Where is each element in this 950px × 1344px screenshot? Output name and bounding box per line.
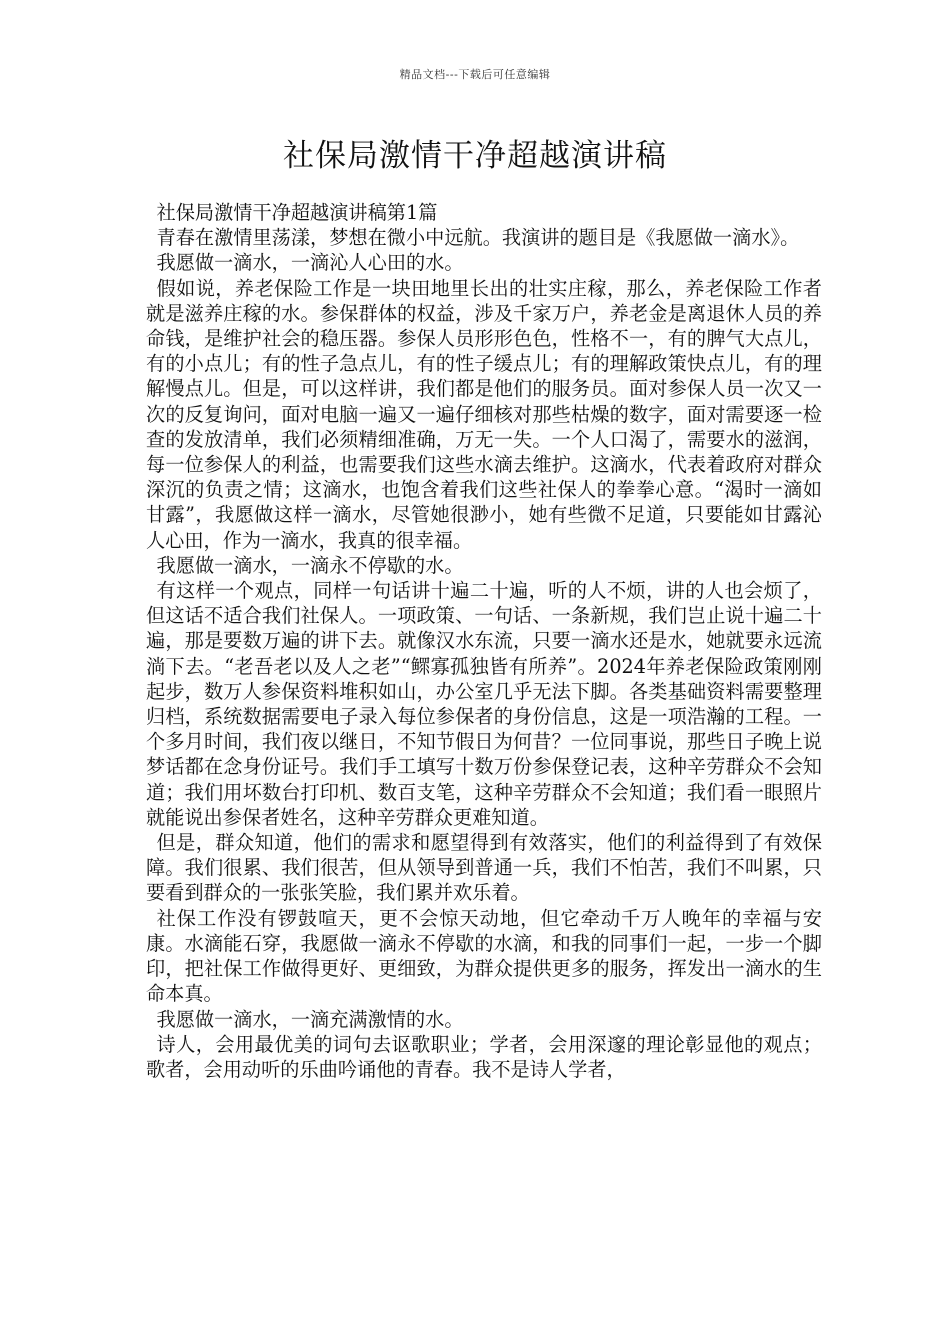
paragraph: 我愿做一滴水，一滴充满激情的水。 xyxy=(156,1007,464,1031)
paragraph: 诗人，会用最优美的词句去讴歌职业；学者，会用深邃的理论彰显他的观点；歌者，会用动听的乐曲吟诵他的青春。我不是诗人学者， xyxy=(146,1032,822,1081)
paragraph: 我愿做一滴水，一滴沁人心田的水。 xyxy=(156,251,464,275)
paragraph: 青春在激情里荡漾，梦想在微小中远航。我演讲的题目是《我愿做一滴水》。 xyxy=(156,226,800,250)
paragraph: 我愿做一滴水，一滴永不停歇的水。 xyxy=(156,553,464,577)
header-note: 精品文档---下载后可任意编辑 xyxy=(399,68,551,81)
section-heading: 社保局激情干净超越演讲稿第1篇 xyxy=(156,201,438,224)
paragraph: 社保工作没有锣鼓喧天，更不会惊天动地，但它牵动千万人晚年的幸福与安康。水滴能石穿，我愿做一滴永不停歇的水滴，和我的同事们一起，一步一个脚印，把社保工作做得更好、更细致，为群众提供更多的服务，挥发出一滴水的生命本真。 xyxy=(146,906,822,1006)
document-title: 社保局激情干净超越演讲稿 xyxy=(283,138,667,174)
paragraph: 有这样一个观点，同样一句话讲十遍二十遍，听的人不烦，讲的人也会烦了，但这话不适合我们社保人。一项政策、一句话、一条新规，我们岂止说十遍二十遍，那是要数万遍的讲下去。就像汉水东流，只要一滴水还是水，她就要永远流淌下去。“老吾老以及人之老”“鳏寡孤独皆有所养”。2024年养老保险政策刚刚起步，数万人参保资料堆积如山，办公室几乎无法下脚。各类基础资料需要整理归档，系统数据需要电子录入每位参保者的身份信息，这是一项浩瀚的工程。一个多月时间，我们夜以继日，不知节假日为何昔？一位同事说，那些日子晚上说梦话都在念身份证号。我们手工填写十数万份参保登记表，这种辛劳群众不会知道；我们用坏数台打印机、数百支笔，这种辛劳群众不会知道；我们看一眼照片就能说出参保者姓名，这种辛劳群众更难知道。 xyxy=(146,579,822,829)
document-body xyxy=(146,200,822,1082)
paragraph: 但是，群众知道，他们的需求和愿望得到有效落实，他们的利益得到了有效保障。我们很累、我们很苦，但从领导到普通一兵，我们不怕苦，我们不叫累，只要看到群众的一张张笑脸，我们累并欢乐着。 xyxy=(146,831,822,905)
paragraph: 假如说，养老保险工作是一块田地里长出的壮实庄稼，那么，养老保险工作者就是滋养庄稼的水。参保群体的权益，涉及千家万户，养老金是离退休人员的养命钱，是维护社会的稳压器。参保人员形形色色，性格不一，有的脾气大点儿，有的小点儿；有的性子急点儿，有的性子缓点儿；有的理解政策快点儿，有的理解慢点儿。但是，可以这样讲，我们都是他们的服务员。面对参保人员一次又一次的反复询问，面对电脑一遍又一遍仔细核对那些枯燥的数字，面对需要逐一检查的发放清单，我们必须精细准确，万无一失。一个人口渴了，需要水的滋润，每一位参保人的利益，也需要我们这些水滴去维护。这滴水，代表着政府对群众深沉的负责之情；这滴水，也饱含着我们这些社保人的拳拳心意。“渴时一滴如甘露”，我愿做这样一滴水，尽管她很渺小，她有些微不足道，只要能如甘露沁人心田，作为一滴水，我真的很幸福。 xyxy=(146,276,822,552)
